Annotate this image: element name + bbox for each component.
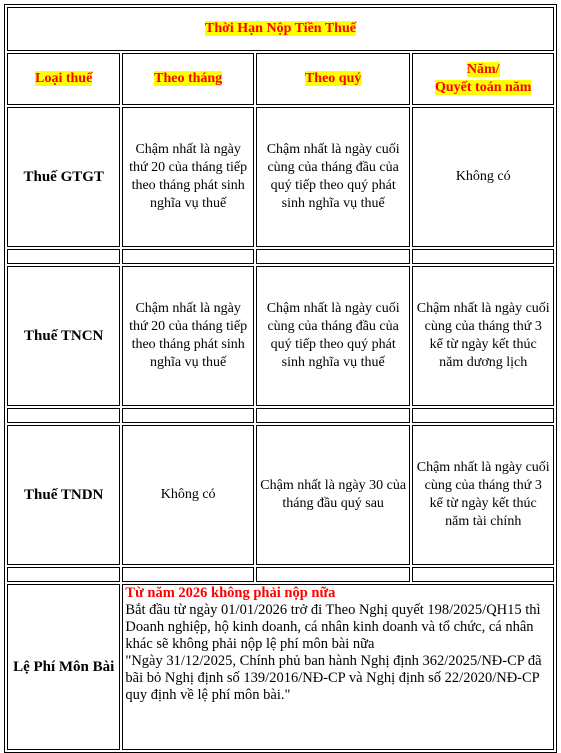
spacer-cell: [7, 249, 120, 264]
header-yearly-label-line1: Năm/: [466, 62, 500, 77]
cell-monthly: Không có: [122, 425, 253, 565]
spacer-cell: [256, 567, 411, 582]
table-row: [7, 107, 554, 247]
header-yearly: [412, 53, 554, 105]
row-label: Thuế TNCN: [7, 266, 120, 406]
cell-monthly: Chậm nhất là ngày thứ 20 của tháng tiếp theo tháng phát sinh nghĩa vụ thuế: [122, 266, 253, 406]
license-fee-paragraph-2: "Ngày 31/12/2025, Chính phủ ban hành Nghị định 362/2025/NĐ-CP đã bãi bỏ Nghị định số 139/2016/NĐ-CP và Nghị định số 22/2020/NĐ-CP quy định về lệ phí môn bài.": [125, 653, 542, 703]
spacer-cell: [256, 408, 411, 423]
header-tax-type-label: Loại thuế: [35, 71, 93, 86]
cell-quarterly: Chậm nhất là ngày cuối cùng của tháng đầu của quý tiếp theo quý phát sinh nghĩa vụ thuế: [256, 266, 411, 406]
cell-quarterly: Chậm nhất là ngày 30 của tháng đầu quý sau: [256, 425, 411, 565]
tax-deadline-table: [4, 4, 557, 753]
license-fee-paragraph-1: Bắt đầu từ ngày 01/01/2026 trở đi Theo Nghị quyết 198/2025/QH15 thì Doanh nghiệp, hộ kinh doanh, cá nhân kinh doanh và tổ chức, cá nhân khác sẽ không phải nộp lệ phí môn bài nữa: [125, 602, 541, 652]
header-row: [7, 53, 554, 105]
cell-yearly: Chậm nhất là ngày cuối cùng của tháng thứ 3 kể từ ngày kết thúc năm tài chính: [412, 425, 554, 565]
spacer-cell: [412, 567, 554, 582]
header-monthly-label: Theo tháng: [154, 71, 223, 86]
table-title: Thời Hạn Nộp Tiền Thuế: [205, 21, 356, 36]
spacer-cell: [256, 249, 411, 264]
header-quarterly-label: Theo quý: [304, 71, 362, 86]
license-fee-label: Lệ Phí Môn Bài: [7, 584, 120, 750]
row-label: Thuế GTGT: [7, 107, 120, 247]
spacer-cell: [122, 249, 253, 264]
tax-deadline-table-wrapper: [4, 4, 557, 724]
license-fee-row: [7, 584, 554, 750]
spacer-cell: [7, 408, 120, 423]
header-tax-type: [7, 53, 120, 105]
table-row: [7, 266, 554, 406]
spacer-cell: [412, 249, 554, 264]
spacer-row: [7, 249, 554, 264]
license-fee-details: [122, 584, 554, 750]
cell-quarterly: Chậm nhất là ngày cuối cùng của tháng đầu của quý tiếp theo quý phát sinh nghĩa vụ thuế: [256, 107, 411, 247]
table-title-cell: [7, 7, 554, 51]
spacer-cell: [412, 408, 554, 423]
cell-yearly: Chậm nhất là ngày cuối cùng của tháng thứ 3 kể từ ngày kết thúc năm dương lịch: [412, 266, 554, 406]
spacer-cell: [7, 567, 120, 582]
cell-yearly: Không có: [412, 107, 554, 247]
header-quarterly: [256, 53, 411, 105]
table-row: [7, 425, 554, 565]
spacer-cell: [122, 567, 253, 582]
title-row: [7, 7, 554, 51]
header-monthly: [122, 53, 253, 105]
spacer-row: [7, 567, 554, 582]
spacer-row: [7, 408, 554, 423]
row-label: Thuế TNDN: [7, 425, 120, 565]
spacer-cell: [122, 408, 253, 423]
header-yearly-label-line2: Quyết toán năm: [435, 80, 532, 95]
license-fee-heading: Từ năm 2026 không phải nộp nữa: [125, 585, 336, 601]
cell-monthly: Chậm nhất là ngày thứ 20 của tháng tiếp theo tháng phát sinh nghĩa vụ thuế: [122, 107, 253, 247]
